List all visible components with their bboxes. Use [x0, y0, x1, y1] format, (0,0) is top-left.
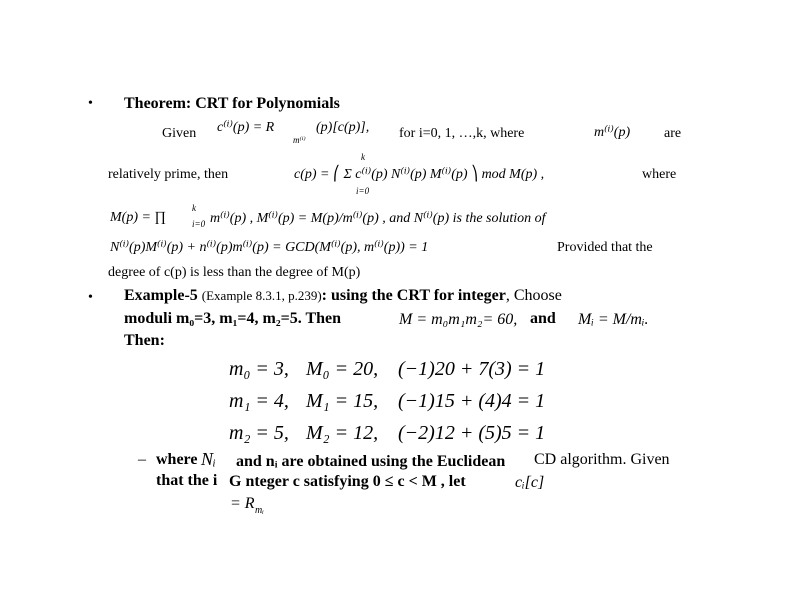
- gcd-algorithm-text: CD algorithm. Given: [534, 451, 670, 468]
- theorem-title: Theorem: CRT for Polynomials: [124, 95, 340, 112]
- example-text: : using the CRT for integer: [321, 287, 506, 304]
- equation-R-subscript: mᵢ: [255, 505, 264, 516]
- equation-ci: c⁽ⁱ⁾(p) = R: [217, 120, 275, 135]
- then-text: Then:: [124, 332, 165, 349]
- equation-gcd: N⁽ⁱ⁾(p)M⁽ⁱ⁾(p) + n⁽ⁱ⁾(p)m⁽ⁱ⁾(p) = GCD(M⁽ⁱ⁾(p), m⁽ⁱ⁾(p)) = 1: [110, 240, 429, 255]
- provided-text: Provided that the: [557, 240, 653, 255]
- row2-equation: (−1)15 + (4)4 = 1: [398, 390, 546, 412]
- choose-text: , Choose: [505, 287, 562, 304]
- are-text: are: [664, 126, 682, 141]
- sum-upper-limit: k: [361, 152, 365, 162]
- equation-ci-c: cᵢ[c]: [515, 474, 545, 491]
- row1-modulus: m₀ = 3,: [229, 358, 289, 380]
- equation-cp: c(p) = ⎛ Σ c⁽ⁱ⁾(p) N⁽ⁱ⁾(p) M⁽ⁱ⁾(p) ⎞ mod M(p) ,: [294, 167, 545, 182]
- product-lower-limit: i=0: [192, 219, 206, 229]
- symbol-Ni: Nᵢ: [201, 449, 216, 469]
- row2-M: M₁ = 15,: [306, 390, 379, 412]
- example-heading: [124, 287, 562, 305]
- equation-Mp-rest: m⁽ⁱ⁾(p) , M⁽ⁱ⁾(p) = M(p)/m⁽ⁱ⁾(p) , and N⁽ⁱ⁾(p) is the solution of: [210, 211, 546, 226]
- row3-modulus: m₂ = 5,: [229, 422, 289, 444]
- and-text: and: [530, 310, 556, 327]
- row2-modulus: m₁ = 4,: [229, 390, 289, 412]
- sum-lower-limit: i=0: [356, 186, 370, 196]
- relatively-prime-text: relatively prime, then: [108, 167, 229, 182]
- bullet-1: •: [88, 96, 93, 111]
- example-label: Example-5: [124, 287, 198, 304]
- equation-ci-rest: (p)[c(p)],: [316, 120, 370, 135]
- row3-M: M₂ = 12,: [306, 422, 379, 444]
- row1-M: M₀ = 20,: [306, 358, 379, 380]
- degree-text: degree of c(p) is less than the degree of M(p): [108, 265, 361, 280]
- integer-c-text: G nteger c satisfying 0 ≤ c < M , let: [229, 473, 466, 490]
- row3-equation: (−2)12 + (5)5 = 1: [398, 422, 546, 444]
- example-reference: (Example 8.3.1, p.239): [201, 288, 322, 303]
- equation-Mp: M(p) = ∏: [110, 210, 166, 225]
- where-ni-text: where: [156, 451, 198, 468]
- and-ni-text: and nᵢ are obtained using the Euclidean: [236, 453, 506, 470]
- moduli-text: moduli m₀=3, m₁=4, m₂=5. Then: [124, 310, 342, 327]
- equation-R: = R: [230, 495, 255, 512]
- for-range-text: for i=0, 1, …,k, where: [399, 126, 525, 141]
- that-the-text: that the i: [156, 472, 218, 489]
- row1-equation: (−1)20 + 7(3) = 1: [398, 358, 546, 380]
- equation-Mi: Mᵢ = M/mᵢ.: [578, 311, 649, 328]
- product-upper-limit: k: [192, 203, 196, 213]
- given-label: Given: [162, 126, 197, 141]
- where-text: where: [642, 167, 677, 182]
- sub-bullet-dash: –: [138, 451, 146, 468]
- equation-ci-subscript: m⁽ⁱ⁾: [293, 135, 306, 145]
- bullet-2: •: [88, 290, 93, 305]
- equation-M: M = m₀m₁m₂= 60,: [399, 311, 518, 328]
- equation-mi: m⁽ⁱ⁾(p): [594, 125, 631, 140]
